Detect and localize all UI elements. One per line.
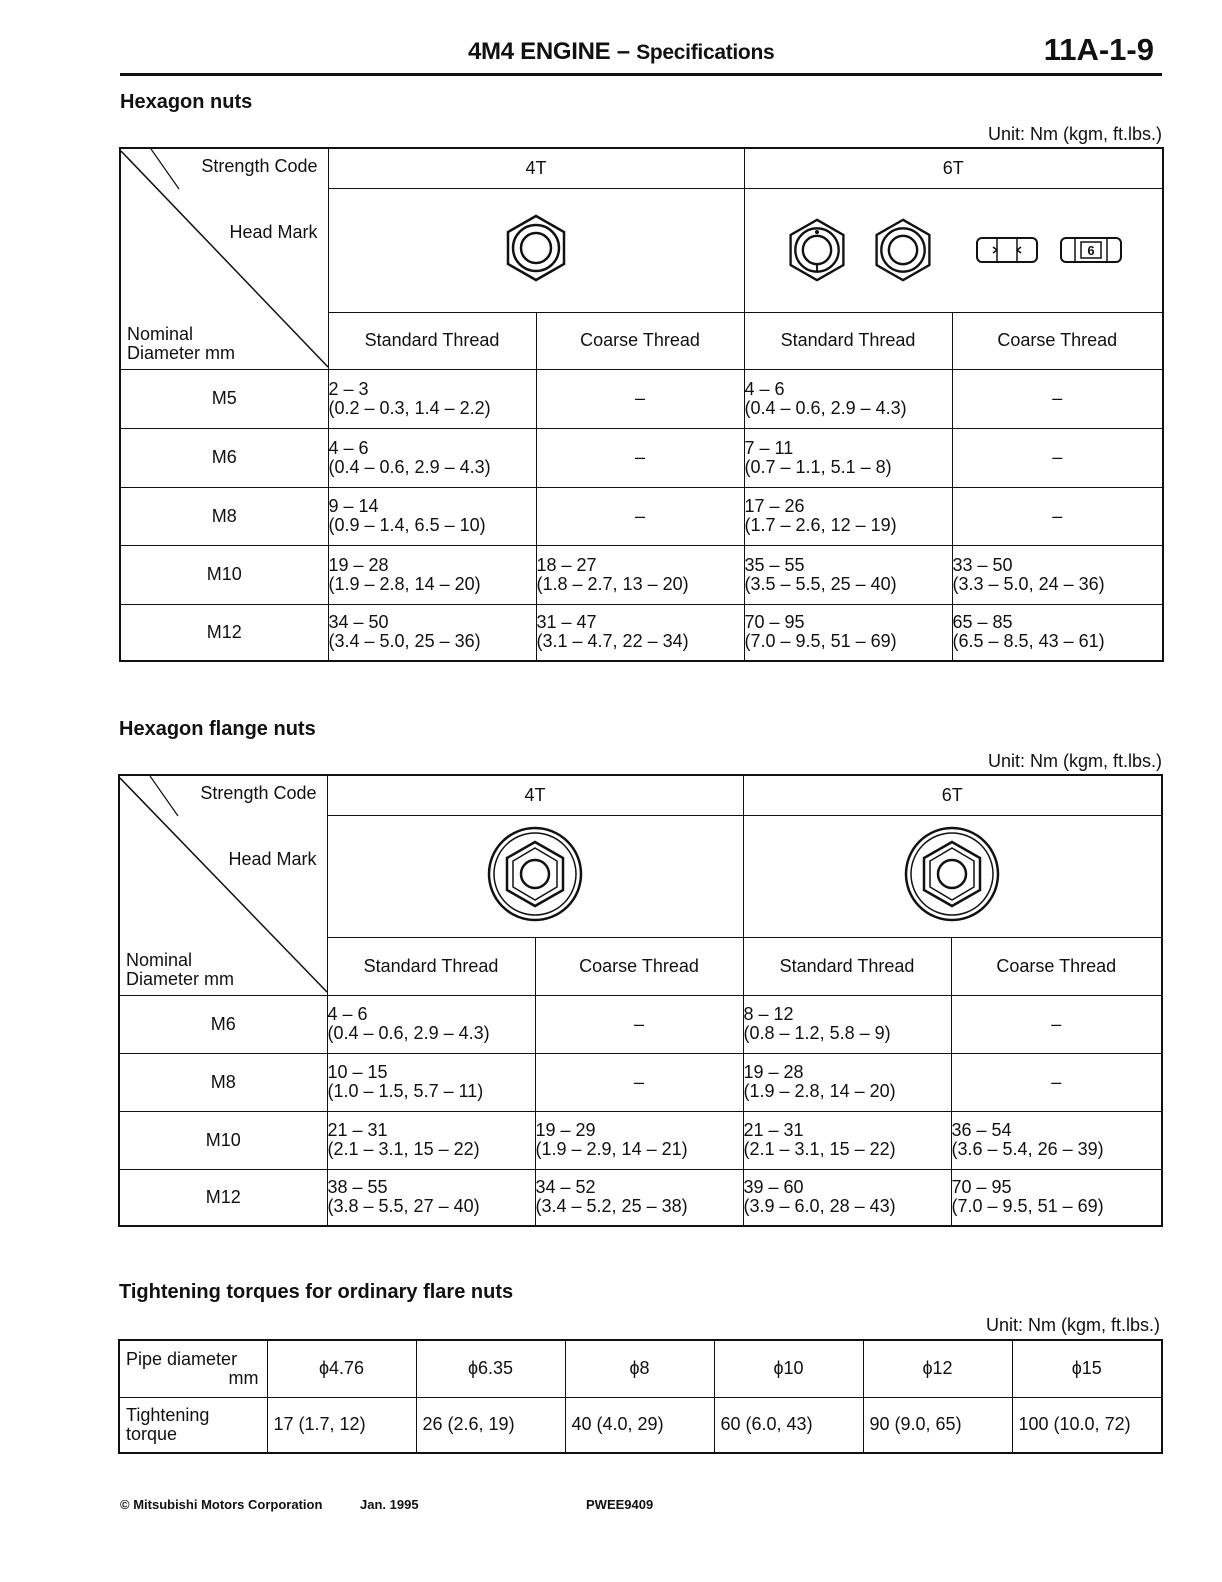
pipe-label-line-2: mm bbox=[228, 1367, 259, 1388]
torque-alt: (1.0 – 1.5, 5.7 – 11) bbox=[327, 1081, 484, 1101]
thread-6t-standard: Standard Thread bbox=[743, 937, 951, 995]
torque-cell bbox=[952, 545, 1163, 604]
table-row bbox=[119, 1397, 1162, 1453]
torque-cell bbox=[535, 1111, 743, 1169]
torque-label-line-1: Tightening bbox=[126, 1404, 210, 1425]
strength-code-label: Strength Code bbox=[201, 156, 318, 176]
hex-nuts-title: Hexagon nuts bbox=[120, 91, 253, 113]
torque-cell bbox=[744, 545, 952, 604]
diameter-cell: M8 bbox=[119, 1053, 327, 1111]
diameter-cell: M12 bbox=[120, 604, 328, 661]
torque-nm: 36 – 54 bbox=[951, 1120, 1012, 1140]
table-row bbox=[119, 1111, 1162, 1169]
diameter-cell: M6 bbox=[119, 995, 327, 1053]
thread-6t-coarse: Coarse Thread bbox=[951, 937, 1162, 995]
head-mark-label: Head Mark bbox=[228, 849, 317, 869]
flare-torque-cell: 60 (6.0, 43) bbox=[714, 1397, 863, 1453]
head-mark-label: Head Mark bbox=[229, 222, 318, 242]
flange-nut-plain-icon bbox=[485, 824, 585, 924]
table-row bbox=[120, 369, 1163, 428]
thread-4t-coarse: Coarse Thread bbox=[536, 312, 744, 369]
pipe-label-line-1: Pipe diameter bbox=[126, 1348, 238, 1369]
flange-nuts-title: Hexagon flange nuts bbox=[119, 718, 316, 740]
torque-alt: (1.9 – 2.8, 14 – 20) bbox=[328, 573, 481, 594]
torque-cell bbox=[328, 487, 536, 545]
torque-nm: 8 – 12 bbox=[743, 1004, 794, 1024]
torque-cell bbox=[951, 1169, 1162, 1226]
torque-nm: 7 – 11 bbox=[744, 437, 794, 458]
thread-4t-standard: Standard Thread bbox=[327, 937, 535, 995]
tightening-torque-label bbox=[119, 1397, 267, 1453]
strength-code-6t: 6T bbox=[744, 148, 1163, 188]
hex-nut-plain-icon bbox=[501, 213, 571, 283]
nominal-line-2: Diameter mm bbox=[126, 968, 235, 989]
corner-header-cell bbox=[120, 148, 328, 369]
torque-cell-empty: – bbox=[535, 995, 743, 1053]
torque-cell-empty: – bbox=[536, 428, 744, 487]
head-mark-4t-cell bbox=[328, 188, 744, 312]
table-row bbox=[119, 1169, 1162, 1226]
flare-nuts-table bbox=[118, 1339, 1163, 1454]
flare-torque-cell: 90 (9.0, 65) bbox=[863, 1397, 1012, 1453]
diameter-cell: M5 bbox=[120, 369, 328, 428]
torque-nm: 65 – 85 bbox=[952, 612, 1013, 633]
torque-nm: 19 – 28 bbox=[743, 1062, 804, 1082]
torque-cell bbox=[744, 428, 952, 487]
pipe-diameter-cell: ϕ10 bbox=[714, 1340, 863, 1397]
torque-nm: 21 – 31 bbox=[743, 1120, 804, 1140]
torque-cell bbox=[951, 1111, 1162, 1169]
thread-6t-coarse: Coarse Thread bbox=[952, 312, 1163, 369]
torque-nm: 35 – 55 bbox=[744, 554, 805, 575]
torque-nm: 39 – 60 bbox=[743, 1177, 804, 1198]
torque-alt: (3.9 – 6.0, 28 – 43) bbox=[743, 1196, 896, 1217]
table-row bbox=[120, 545, 1163, 604]
torque-cell bbox=[744, 369, 952, 428]
pipe-diameter-cell: ϕ8 bbox=[565, 1340, 714, 1397]
strength-code-label: Strength Code bbox=[200, 783, 317, 803]
nominal-line-1: Nominal bbox=[127, 323, 194, 344]
torque-nm: 4 – 6 bbox=[327, 1004, 368, 1024]
torque-nm: 21 – 31 bbox=[327, 1120, 388, 1140]
torque-cell-empty: – bbox=[535, 1053, 743, 1111]
torque-nm: 17 – 26 bbox=[744, 496, 805, 516]
torque-alt: (2.1 – 3.1, 15 – 22) bbox=[743, 1139, 896, 1159]
torque-nm: 70 – 95 bbox=[951, 1177, 1012, 1198]
flange-nuts-table bbox=[118, 774, 1163, 1227]
torque-nm: 38 – 55 bbox=[327, 1177, 388, 1198]
diameter-cell: M12 bbox=[119, 1169, 327, 1226]
flare-torque-cell: 100 (10.0, 72) bbox=[1012, 1397, 1162, 1453]
flare-torque-cell: 26 (2.6, 19) bbox=[416, 1397, 565, 1453]
thread-6t-standard: Standard Thread bbox=[744, 312, 952, 369]
page-number: 11A-1-9 bbox=[1043, 32, 1154, 67]
torque-cell-empty: – bbox=[536, 487, 744, 545]
table-row bbox=[120, 604, 1163, 661]
strength-code-4t: 4T bbox=[327, 775, 743, 815]
six-mark-text: 6 bbox=[1087, 243, 1095, 258]
head-mark-4t-cell bbox=[327, 815, 743, 937]
torque-cell bbox=[743, 1169, 951, 1226]
torque-alt: (0.9 – 1.4, 6.5 – 10) bbox=[328, 515, 486, 535]
torque-nm: 9 – 14 bbox=[328, 496, 379, 516]
pipe-diameter-cell: ϕ12 bbox=[863, 1340, 1012, 1397]
torque-cell bbox=[743, 995, 951, 1053]
torque-cell-empty: – bbox=[536, 369, 744, 428]
torque-cell bbox=[328, 369, 536, 428]
diameter-cell: M10 bbox=[119, 1111, 327, 1169]
header-separator: – bbox=[616, 38, 630, 65]
hex-nut-6t-icon bbox=[870, 217, 936, 283]
page-header-title bbox=[468, 38, 774, 66]
torque-nm: 2 – 3 bbox=[328, 378, 369, 399]
torque-label-line-2: torque bbox=[126, 1423, 178, 1444]
torque-alt: (1.9 – 2.8, 14 – 20) bbox=[743, 1081, 896, 1101]
head-mark-6t-cell bbox=[743, 815, 1162, 937]
torque-alt: (0.4 – 0.6, 2.9 – 4.3) bbox=[327, 1023, 490, 1043]
footer-copyright: © Mitsubishi Motors Corporation bbox=[120, 1497, 323, 1512]
nominal-line-2: Diameter mm bbox=[127, 342, 236, 363]
torque-cell-empty: – bbox=[951, 1053, 1162, 1111]
flange-nut-6t-icon bbox=[902, 824, 1002, 924]
diameter-cell: M10 bbox=[120, 545, 328, 604]
flare-nuts-unit: Unit: Nm (kgm, ft.lbs.) bbox=[985, 1315, 1160, 1335]
torque-alt: (1.9 – 2.9, 14 – 21) bbox=[535, 1139, 688, 1159]
corner-header-cell bbox=[119, 775, 327, 995]
torque-alt: (7.0 – 9.5, 51 – 69) bbox=[744, 631, 897, 652]
table-row bbox=[119, 1340, 1162, 1397]
flare-nuts-title: Tightening torques for ordinary flare nuts bbox=[119, 1281, 514, 1303]
engine-label: 4M4 ENGINE bbox=[468, 38, 611, 65]
torque-cell bbox=[536, 545, 744, 604]
header-rule bbox=[120, 73, 1162, 76]
hex-nut-side-6-icon bbox=[1059, 235, 1123, 265]
torque-alt: (3.6 – 5.4, 26 – 39) bbox=[951, 1139, 1104, 1159]
nominal-diameter-label bbox=[126, 951, 234, 989]
torque-cell bbox=[536, 604, 744, 661]
footer-code: PWEE9409 bbox=[586, 1497, 654, 1512]
table-row bbox=[119, 1053, 1162, 1111]
torque-cell bbox=[328, 604, 536, 661]
nominal-line-1: Nominal bbox=[126, 949, 193, 970]
nominal-diameter-label bbox=[127, 325, 235, 363]
torque-alt: (6.5 – 8.5, 43 – 61) bbox=[952, 631, 1105, 652]
torque-alt: (3.4 – 5.0, 25 – 36) bbox=[328, 631, 481, 652]
torque-alt: (0.8 – 1.2, 5.8 – 9) bbox=[743, 1023, 891, 1043]
torque-cell-empty: – bbox=[952, 487, 1163, 545]
torque-cell bbox=[744, 487, 952, 545]
table-row bbox=[120, 428, 1163, 487]
torque-alt: (1.7 – 2.6, 12 – 19) bbox=[744, 515, 897, 535]
flare-torque-cell: 17 (1.7, 12) bbox=[267, 1397, 416, 1453]
torque-cell bbox=[535, 1169, 743, 1226]
torque-nm: 34 – 52 bbox=[535, 1177, 596, 1198]
diameter-cell: M6 bbox=[120, 428, 328, 487]
pipe-diameter-cell: ϕ6.35 bbox=[416, 1340, 565, 1397]
torque-nm: 10 – 15 bbox=[327, 1062, 388, 1082]
torque-nm: 34 – 50 bbox=[328, 612, 389, 633]
table-row bbox=[120, 487, 1163, 545]
torque-cell bbox=[327, 1169, 535, 1226]
torque-alt: (3.3 – 5.0, 24 – 36) bbox=[952, 573, 1105, 594]
thread-4t-coarse: Coarse Thread bbox=[535, 937, 743, 995]
torque-alt: (0.2 – 0.3, 1.4 – 2.2) bbox=[328, 397, 491, 418]
torque-nm: 19 – 29 bbox=[535, 1120, 596, 1140]
torque-nm: 4 – 6 bbox=[328, 437, 369, 458]
torque-alt: (3.1 – 4.7, 22 – 34) bbox=[536, 631, 689, 652]
torque-alt: (0.4 – 0.6, 2.9 – 4.3) bbox=[328, 456, 491, 477]
hex-nut-side-notched-icon bbox=[975, 235, 1039, 265]
footer-date: Jan. 1995 bbox=[360, 1497, 419, 1512]
torque-nm: 18 – 27 bbox=[536, 554, 597, 575]
pipe-diameter-cell: ϕ4.76 bbox=[267, 1340, 416, 1397]
torque-alt: (7.0 – 9.5, 51 – 69) bbox=[951, 1196, 1104, 1217]
torque-alt: (0.7 – 1.1, 5.1 – 8) bbox=[744, 456, 892, 477]
torque-cell bbox=[743, 1111, 951, 1169]
hex-nuts-table bbox=[119, 147, 1164, 662]
hex-nuts-unit: Unit: Nm (kgm, ft.lbs.) bbox=[987, 124, 1162, 144]
strength-code-4t: 4T bbox=[328, 148, 744, 188]
torque-alt: (3.8 – 5.5, 27 – 40) bbox=[327, 1196, 480, 1217]
torque-nm: 70 – 95 bbox=[744, 612, 805, 633]
torque-nm: 31 – 47 bbox=[536, 612, 597, 633]
torque-alt: (0.4 – 0.6, 2.9 – 4.3) bbox=[744, 397, 907, 418]
torque-cell bbox=[327, 1111, 535, 1169]
pipe-diameter-label bbox=[119, 1340, 267, 1397]
torque-nm: 33 – 50 bbox=[952, 554, 1013, 575]
torque-cell-empty: – bbox=[952, 428, 1163, 487]
head-mark-6t-cell bbox=[744, 188, 1163, 312]
torque-cell bbox=[744, 604, 952, 661]
thread-4t-standard: Standard Thread bbox=[328, 312, 536, 369]
torque-cell bbox=[743, 1053, 951, 1111]
hex-nut-dotted-icon bbox=[784, 217, 850, 283]
torque-cell bbox=[952, 604, 1163, 661]
pipe-diameter-cell: ϕ15 bbox=[1012, 1340, 1162, 1397]
torque-cell bbox=[328, 428, 536, 487]
torque-alt: (2.1 – 3.1, 15 – 22) bbox=[327, 1139, 480, 1159]
torque-cell bbox=[327, 995, 535, 1053]
torque-alt: (3.4 – 5.2, 25 – 38) bbox=[535, 1196, 688, 1217]
torque-nm: 19 – 28 bbox=[328, 554, 389, 575]
strength-code-6t: 6T bbox=[743, 775, 1162, 815]
torque-cell-empty: – bbox=[951, 995, 1162, 1053]
flare-torque-cell: 40 (4.0, 29) bbox=[565, 1397, 714, 1453]
torque-alt: (3.5 – 5.5, 25 – 40) bbox=[744, 573, 897, 594]
diameter-cell: M8 bbox=[120, 487, 328, 545]
table-row bbox=[119, 995, 1162, 1053]
torque-cell bbox=[328, 545, 536, 604]
torque-cell-empty: – bbox=[952, 369, 1163, 428]
torque-cell bbox=[327, 1053, 535, 1111]
torque-nm: 4 – 6 bbox=[744, 378, 785, 399]
flange-nuts-unit: Unit: Nm (kgm, ft.lbs.) bbox=[987, 751, 1162, 771]
torque-alt: (1.8 – 2.7, 13 – 20) bbox=[536, 573, 689, 594]
section-label: Specifications bbox=[636, 41, 775, 64]
